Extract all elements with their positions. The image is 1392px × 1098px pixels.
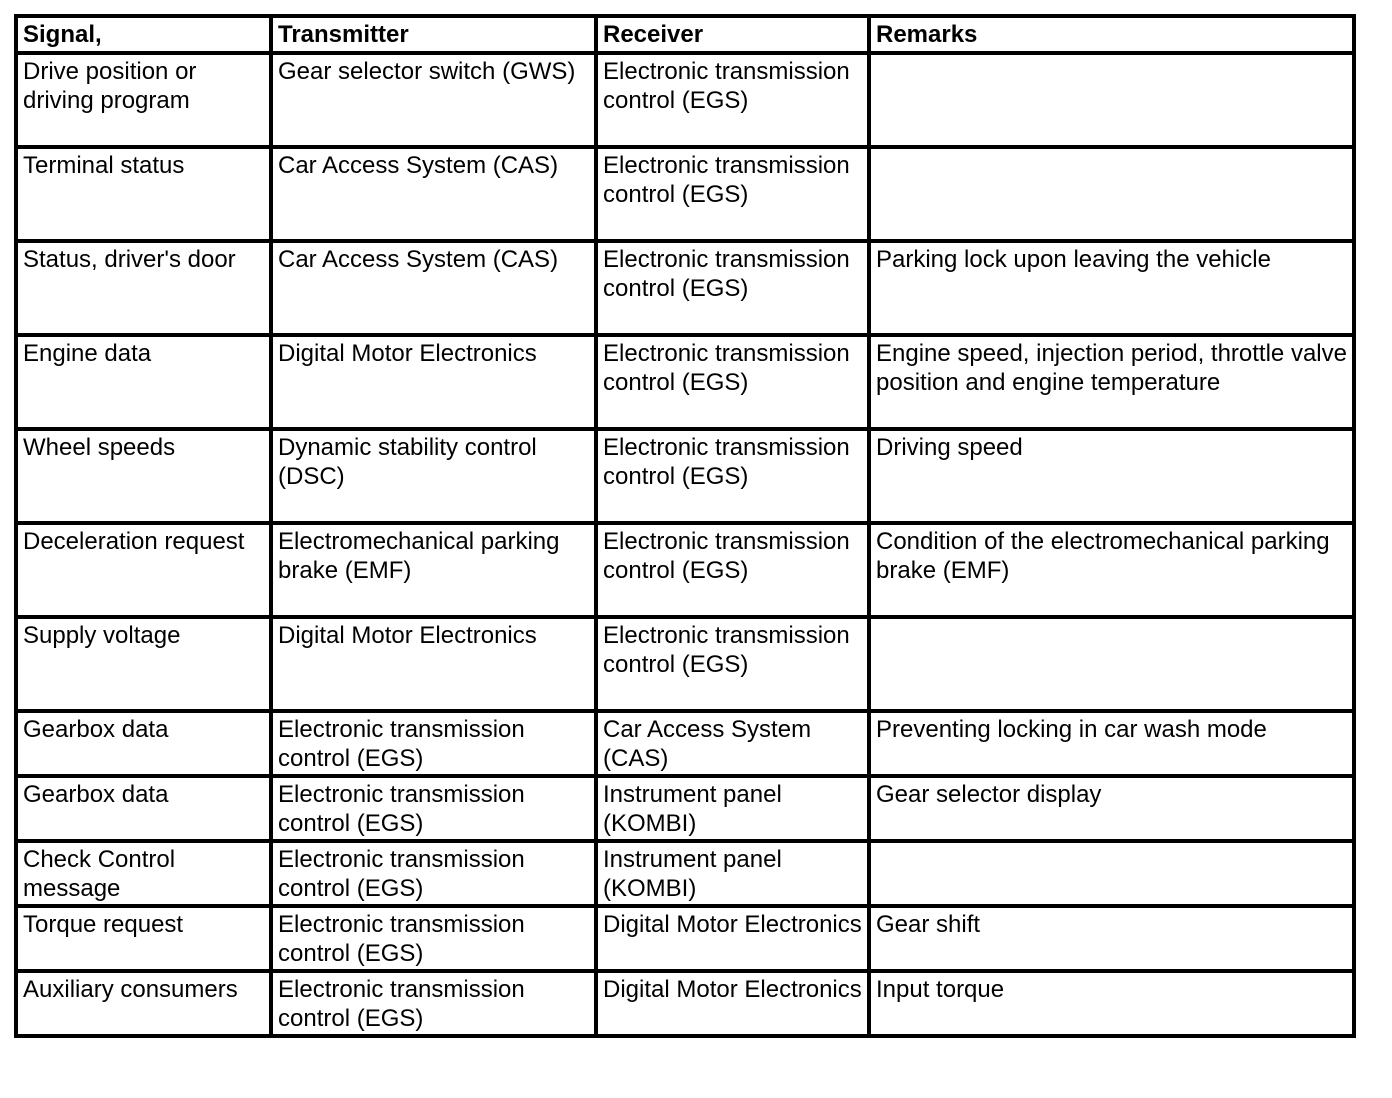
cell-receiver: Electronic transmission control (EGS) (596, 523, 869, 617)
table-row (16, 776, 1354, 841)
header-remarks: Remarks (869, 16, 1354, 53)
cell-receiver: Electronic transmission control (EGS) (596, 147, 869, 241)
cell-receiver: Electronic transmission control (EGS) (596, 335, 869, 429)
cell-remarks: Parking lock upon leaving the vehicle (869, 241, 1354, 335)
cell-signal: Deceleration request (16, 523, 271, 617)
table-header-row (16, 16, 1354, 53)
cell-signal: Gearbox data (16, 776, 271, 841)
cell-signal: Auxiliary consumers (16, 971, 271, 1036)
cell-signal: Supply voltage (16, 617, 271, 711)
cell-receiver: Digital Motor Electronics (596, 971, 869, 1036)
cell-transmitter: Electromechanical parking brake (EMF) (271, 523, 596, 617)
table-row (16, 906, 1354, 971)
header-signal: Signal, (16, 16, 271, 53)
cell-signal: Engine data (16, 335, 271, 429)
cell-signal: Gearbox data (16, 711, 271, 776)
cell-transmitter: Digital Motor Electronics (271, 617, 596, 711)
cell-remarks: Engine speed, injection period, throttle valve position and engine temperature (869, 335, 1354, 429)
cell-remarks (869, 617, 1354, 711)
cell-transmitter: Electronic transmission control (EGS) (271, 711, 596, 776)
cell-remarks: Driving speed (869, 429, 1354, 523)
table-row (16, 335, 1354, 429)
table-row (16, 523, 1354, 617)
cell-transmitter: Car Access System (CAS) (271, 147, 596, 241)
table-row (16, 429, 1354, 523)
cell-signal: Torque request (16, 906, 271, 971)
cell-transmitter: Gear selector switch (GWS) (271, 53, 596, 147)
table-row (16, 617, 1354, 711)
cell-transmitter: Electronic transmission control (EGS) (271, 776, 596, 841)
cell-receiver: Electronic transmission control (EGS) (596, 617, 869, 711)
cell-remarks: Input torque (869, 971, 1354, 1036)
cell-signal: Status, driver's door (16, 241, 271, 335)
table-row (16, 53, 1354, 147)
cell-signal: Wheel speeds (16, 429, 271, 523)
table-row (16, 147, 1354, 241)
cell-receiver: Instrument panel (KOMBI) (596, 841, 869, 906)
header-transmitter: Transmitter (271, 16, 596, 53)
cell-remarks (869, 147, 1354, 241)
cell-receiver: Electronic transmission control (EGS) (596, 241, 869, 335)
cell-remarks: Preventing locking in car wash mode (869, 711, 1354, 776)
cell-receiver: Electronic transmission control (EGS) (596, 429, 869, 523)
cell-remarks: Condition of the electromechanical parking brake (EMF) (869, 523, 1354, 617)
table-row (16, 971, 1354, 1036)
table-row (16, 711, 1354, 776)
cell-remarks (869, 53, 1354, 147)
cell-signal: Terminal status (16, 147, 271, 241)
cell-transmitter: Electronic transmission control (EGS) (271, 841, 596, 906)
table-row (16, 841, 1354, 906)
cell-signal: Check Control message (16, 841, 271, 906)
cell-transmitter: Electronic transmission control (EGS) (271, 906, 596, 971)
cell-remarks: Gear selector display (869, 776, 1354, 841)
cell-receiver: Digital Motor Electronics (596, 906, 869, 971)
cell-transmitter: Car Access System (CAS) (271, 241, 596, 335)
header-receiver: Receiver (596, 16, 869, 53)
cell-receiver: Instrument panel (KOMBI) (596, 776, 869, 841)
cell-remarks: Gear shift (869, 906, 1354, 971)
cell-remarks (869, 841, 1354, 906)
cell-receiver: Electronic transmission control (EGS) (596, 53, 869, 147)
cell-transmitter: Digital Motor Electronics (271, 335, 596, 429)
cell-transmitter: Electronic transmission control (EGS) (271, 971, 596, 1036)
cell-receiver: Car Access System (CAS) (596, 711, 869, 776)
cell-signal: Drive position or driving program (16, 53, 271, 147)
table-row (16, 241, 1354, 335)
signal-table-container (14, 14, 1352, 1038)
cell-transmitter: Dynamic stability control (DSC) (271, 429, 596, 523)
signal-table (14, 14, 1356, 1038)
